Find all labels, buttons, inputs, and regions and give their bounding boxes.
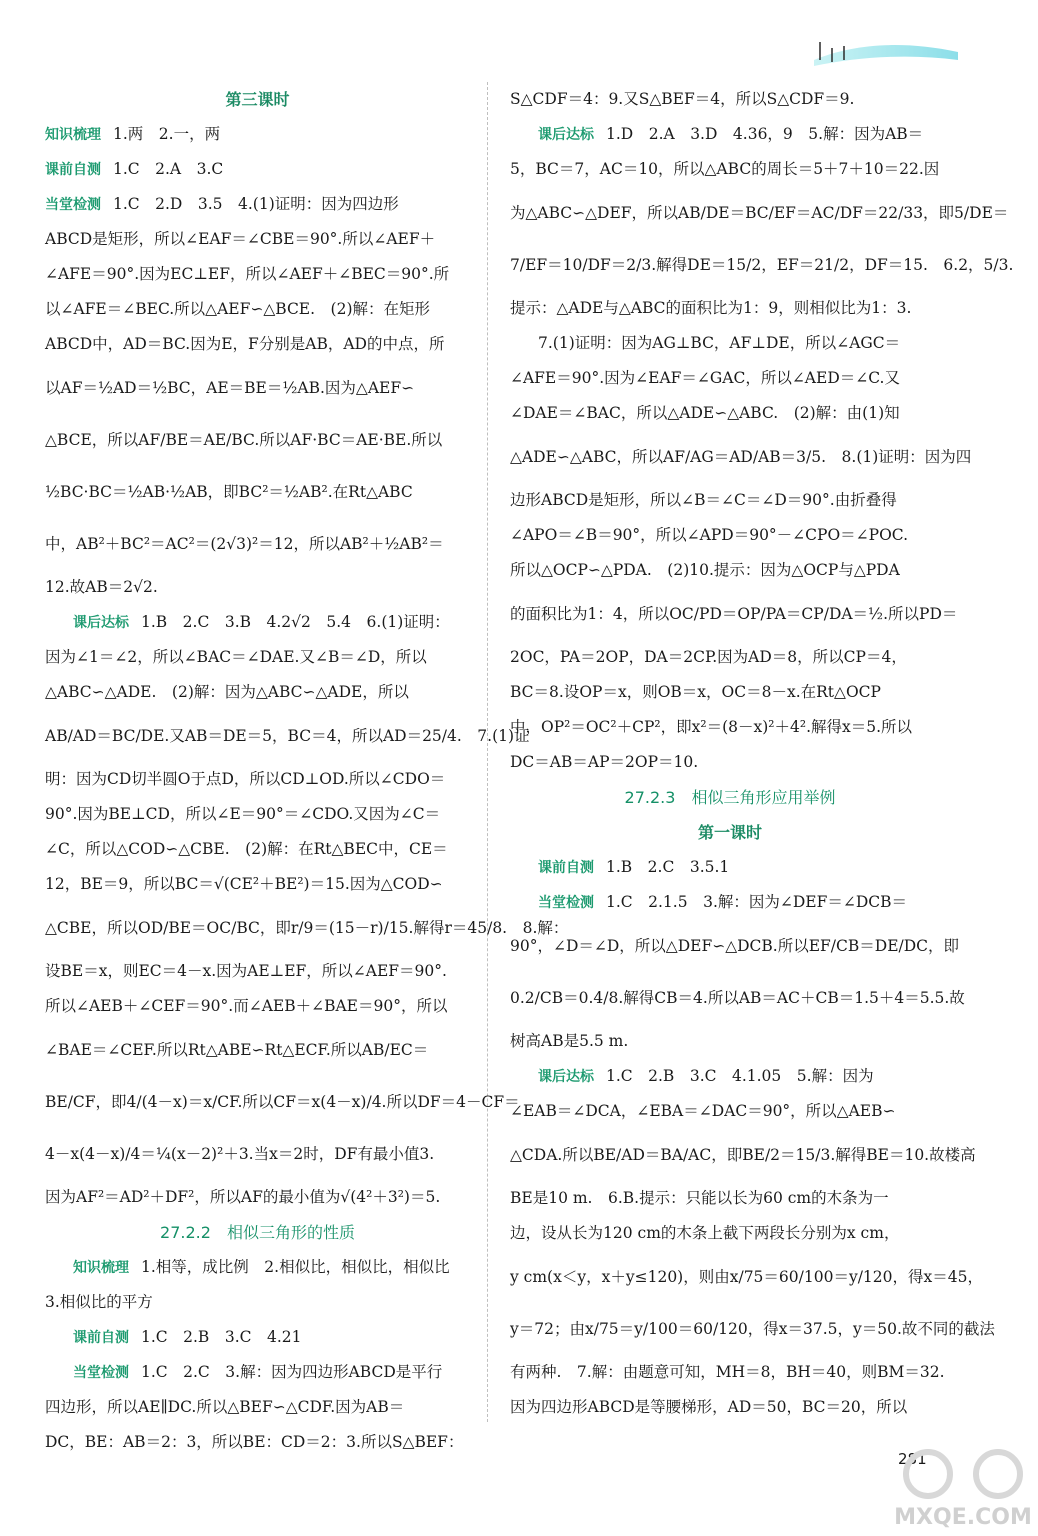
answer-text: 1.C 2.A 3.C [113,160,224,178]
answer-text: DC，BE：AB＝2：3，所以BE：CD＝2：3.所以S△BEF： [45,1433,464,1451]
left-lines-2 [45,1250,470,1460]
answer-text: 因为四边形ABCD是等腰梯形，AD＝50，BC＝20，所以 [510,1398,908,1416]
text-line [45,362,470,414]
answer-text: 四边形，所以AE∥DC.所以△BEF∽△CDF.因为AB＝ [45,1398,405,1416]
text-line [45,675,470,710]
text-line [510,326,950,361]
answer-text: △ABC∽△ADE. (2)解：因为△ABC∽△ADE，所以 [45,683,409,701]
answer-text: ABCD中，AD＝BC.因为E，F分别是AB，AD的中点，所 [45,335,445,353]
text-line [45,222,470,257]
corner-decoration-icon [812,30,962,76]
text-line [510,1303,995,1355]
text-line [510,483,950,518]
text-line [510,1024,950,1059]
text-line [510,745,950,780]
text-line [510,675,950,710]
text-line [510,239,1014,291]
answer-text: 1.C 2.B 3.C 4.21 [141,1328,302,1346]
text-line [45,1024,470,1076]
answer-text: 1.相等，成比例 2.相似比，相似比，相似比 [141,1258,450,1276]
answer-text: 2OC，PA＝2OP，DA＝2CP.因为AD＝8，所以CP＝4， [510,648,907,666]
text-line [510,1355,950,1390]
text-line [45,1390,470,1425]
watermark-text: MXQE.COM [894,1505,1032,1530]
text-line [510,152,950,187]
answer-text: ∠BAE＝∠CEF.所以Rt△ABE∽Rt△ECF.所以AB/EC＝ [45,1041,429,1059]
text-line [45,292,470,327]
text-line [510,710,950,745]
answer-text: △BCE，所以AF/BE＝AE/BC.所以AF·BC＝AE·BE.所以 [45,431,443,449]
section-tag: 课前自测 [538,860,594,876]
text-line [510,1094,950,1129]
section-tag: 当堂检测 [538,895,594,911]
answer-text: 以∠AFE＝∠BEC.所以△AEF∽△BCE. (2)解：在矩形 [45,300,431,318]
text-line [510,850,950,885]
left-column [45,82,569,1460]
answer-text: BC＝8.设OP＝x，则OB＝x，OC＝8－x.在Rt△OCP [510,683,881,701]
answer-text: 明：因为CD切半圆O于点D，所以CD⊥OD.所以∠CDO＝ [45,770,446,788]
answer-text: 3.相似比的平方 [45,1293,153,1311]
answer-text: DC＝AB＝AP＝2OP＝10. [510,753,699,771]
text-line [510,291,950,326]
answer-text: 提示：△ADE与△ABC的面积比为1：9，则相似比为1：3. [510,299,912,317]
text-line [45,1128,470,1180]
answer-text: 12.故AB＝2√2. [45,578,158,596]
section-tag: 知识梳理 [45,127,101,143]
answer-text: 1.C 2.D 3.5 4.(1)证明：因为四边形 [113,195,399,213]
answer-text: ∠DAE＝∠BAC，所以△ADE∽△ABC. (2)解：由(1)知 [510,404,900,422]
section-title: 27.2.3 相似三角形应用举例 [624,788,836,807]
text-line [510,431,972,483]
answer-text: 为△ABC∽△DEF，所以AB/DE＝BC/EF＝AC/DF＝22/33，即5/DE＝ [510,204,1009,222]
text-line [510,640,950,675]
text-line [45,1320,470,1355]
text-line [510,187,1009,239]
answer-text: 因为∠1＝∠2，所以∠BAC＝∠DAE.又∠B＝∠D，所以 [45,648,427,666]
section-title: 27.2.2 相似三角形的性质 [160,1223,355,1242]
text-line [45,954,470,989]
answer-text: 4－x(4－x)/4＝¼(x－2)²＋3.当x＝2时，DF有最小值3. [45,1145,435,1163]
text-line [510,361,950,396]
section-tag: 当堂检测 [45,197,101,213]
text-line [45,605,470,640]
text-line [45,1250,470,1285]
right-lines-2 [510,850,995,1425]
answer-text: 边，设从长为120 cm的木条上截下两段长分别为x cm， [510,1224,900,1242]
answer-text: 0.2/CB＝0.4/8.解得CB＝4.所以AB＝AC＋CB＝1.5＋4＝5.5.故 [510,989,965,1007]
answer-text: BE/CF，即4/(4－x)＝x/CF.所以CF＝x(4－x)/4.所以DF＝4－CF＝ [45,1093,520,1111]
section-tag: 课后达标 [73,615,129,631]
answer-text: 以AF＝½AD＝½BC，AE＝BE＝½AB.因为△AEF∽ [45,379,415,397]
column-divider [487,82,488,1422]
text-line [510,1181,950,1216]
answer-text: 树高AB是5.5 m. [510,1032,629,1050]
lesson-title: 第一课时 [697,823,762,842]
answer-text: 90°，∠D＝∠D，所以△DEF∽△DCB.所以EF/CB＝DE/DC，即 [510,937,960,955]
answer-text: BE是10 m. 6.B.提示：只能以长为60 cm的木条为一 [510,1189,889,1207]
answer-text: AB/AD＝BC/DE.又AB＝DE＝5，BC＝4，所以AD＝25/4. 7.(1)证 [45,727,530,745]
section-tag: 当堂检测 [73,1365,129,1381]
section-tag: 课前自测 [73,1330,129,1346]
answer-text: ½BC·BC＝½AB·½AB，即BC²＝½AB².在Rt△ABC [45,483,413,501]
answer-text: 中，OP²＝OC²＋CP²，即x²＝(8－x)²＋4².解得x＝5.所以 [510,718,913,736]
answer-text: 90°.因为BE⊥CD，所以∠E＝90°＝∠CDO.又因为∠C＝ [45,805,441,823]
answer-text: 1.C 2.B 3.C 4.1.05 5.解：因为 [606,1067,874,1085]
section-tag: 课前自测 [45,162,101,178]
answer-text: 5，BC＝7，AC＝10，所以△ABC的周长＝5＋7＋10＝22.因 [510,160,940,178]
section-tag: 课后达标 [538,127,594,143]
section-tag: 课后达标 [538,1069,594,1085]
text-line [510,117,950,152]
text-line [510,588,958,640]
text-line [45,327,470,362]
answer-text: △CDA.所以BE/AD＝BA/AC，即BE/2＝15/3.解得BE＝10.故楼高 [510,1146,976,1164]
answer-text: S△CDF＝4：9.又S△BEF＝4，所以S△CDF＝9. [510,90,855,108]
answer-text: 1.C 2.C 3.解：因为四边形ABCD是平行 [141,1363,443,1381]
text-line [45,1355,470,1390]
text-line [510,1390,950,1425]
text-line [510,972,965,1024]
text-line [45,989,470,1024]
lesson-title: 第三课时 [225,90,290,109]
text-line [45,466,470,518]
answer-text: 所以△OCP∽△PDA. (2)10.提示：因为△OCP与△PDA [510,561,900,579]
answer-text: 12，BE＝9，所以BC＝√(CE²＋BE²)＝15.因为△COD∽ [45,875,443,893]
page-number: 281 [898,1450,927,1468]
text-line [45,570,470,605]
answer-text: ∠AFE＝90°.因为EC⊥EF，所以∠AEF＋∠BEC＝90°.所 [45,265,450,283]
text-line [45,1076,520,1128]
answer-text: 因为AF²＝AD²＋DF²，所以AF的最小值为√(4²＋3²)＝5. [45,1188,441,1206]
text-line [45,867,470,902]
answer-site-logo-icon [888,1440,1038,1530]
answer-text: ∠EAB＝∠DCA，∠EBA＝∠DAC＝90°，所以△AEB∽ [510,1102,896,1120]
text-line [45,1285,470,1320]
answer-text: 有两种. 7.解：由题意可知，MH＝8，BH＝40，则BM＝32. [510,1363,945,1381]
text-line [510,1216,950,1251]
text-line [45,902,569,954]
text-line [510,1059,950,1094]
answer-text: 的面积比为1：4，所以OC/PD＝OP/PA＝CP/DA＝½.所以PD＝ [510,605,958,623]
right-column [510,82,1014,1425]
text-line [510,82,950,117]
text-line [45,1180,470,1215]
answer-text: ∠APO＝∠B＝90°，所以∠APD＝90°－∠CPO＝∠POC. [510,526,909,544]
answer-text: 1.C 2.1.5 3.解：因为∠DEF＝∠DCB＝ [606,893,908,911]
answer-text: 中，AB²＋BC²＝AC²＝(2√3)²＝12，所以AB²＋½AB²＝ [45,535,444,553]
text-line [45,762,470,797]
text-line [45,710,530,762]
text-line [45,152,470,187]
text-line [510,1251,983,1303]
answer-text: 7.(1)证明：因为AG⊥BC，AF⊥DE，所以∠AGC＝ [538,334,901,352]
text-line [510,396,950,431]
answer-text: ∠AFE＝90°.因为∠EAF＝∠GAC，所以∠AED＝∠C.又 [510,369,900,387]
text-line [510,1129,976,1181]
text-line [45,640,470,675]
text-line [45,117,470,152]
text-line [45,797,470,832]
answer-text: △ADE∽△ABC，所以AF/AG＝AD/AB＝3/5. 8.(1)证明：因为四 [510,448,972,466]
answer-text: 1.B 2.C 3.B 4.2√2 5.4 6.(1)证明： [141,613,450,631]
answer-text: y＝72；由x/75＝y/100＝60/120，得x＝37.5，y＝50.故不同的截法 [510,1320,995,1338]
answer-text: 7/EF＝10/DF＝2/3.解得DE＝15/2，EF＝21/2，DF＝15. 6.2，5/3. [510,256,1014,274]
answer-text: ABCD是矩形，所以∠EAF＝∠CBE＝90°.所以∠AEF＋ [45,230,436,248]
text-line [510,518,950,553]
text-line [45,1425,470,1460]
text-line [45,187,470,222]
answer-text: △CBE，所以OD/BE＝OC/BC，即r/9＝(15－r)/15.解得r＝45/8. 8.解： [45,919,569,937]
left-lines [45,117,569,1215]
right-lines [510,82,1014,780]
answer-text: 所以∠AEB＋∠CEF＝90°.而∠AEB＋∠BAE＝90°，所以 [45,997,448,1015]
answer-text: y cm(x＜y，x＋y≤120)，则由x/75＝60/100＝y/120，得x＝45， [510,1268,983,1286]
answer-text: 1.D 2.A 3.D 4.36，9 5.解：因为AB＝ [606,125,924,143]
answer-text: 设BE＝x，则EC＝4－x.因为AE⊥EF，所以∠AEF＝90°. [45,962,447,980]
text-line [45,832,470,867]
section-tag: 知识梳理 [73,1260,129,1276]
text-line [510,920,960,972]
answer-text: 1.两 2.一，两 [113,125,221,143]
text-line [45,257,470,292]
answer-text: ∠C，所以△COD∽△CBE. (2)解：在Rt△BEC中，CE＝ [45,840,448,858]
text-line [510,885,950,920]
answer-text: 边形ABCD是矩形，所以∠B＝∠C＝∠D＝90°.由折叠得 [510,491,897,509]
text-line [45,414,470,466]
answer-text: 1.B 2.C 3.5.1 [606,858,730,876]
text-line [510,553,950,588]
text-line [45,518,470,570]
